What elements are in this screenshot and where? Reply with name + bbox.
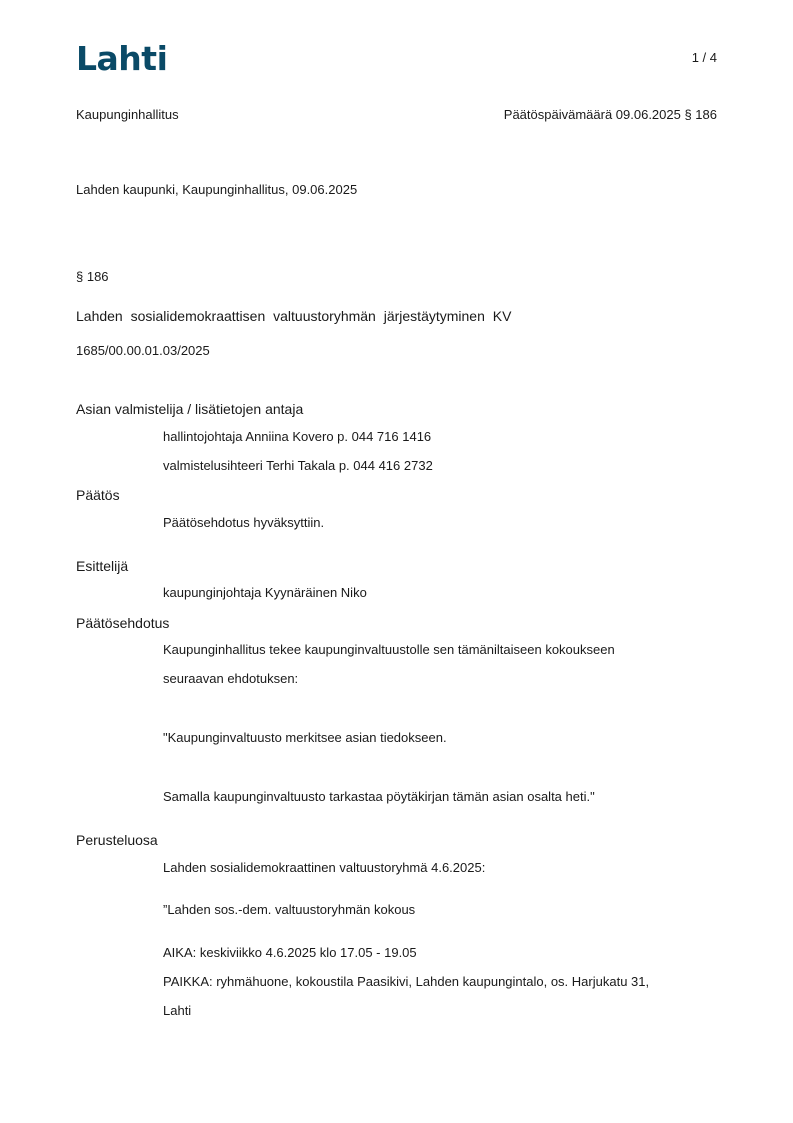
section-number: § 186: [76, 269, 109, 284]
rationale-meeting-title: ”Lahden sos.-dem. valtuustoryhmän kokous: [163, 902, 416, 917]
meeting-line: Lahden kaupunki, Kaupunginhallitus, 09.06.2025: [76, 182, 358, 197]
rationale-time: AIKA: keskiviikko 4.6.2025 klo 17.05 - 19.05: [163, 945, 417, 960]
decision-text: Päätösehdotus hyväksyttiin.: [163, 515, 325, 530]
rationale-place-2: Lahti: [163, 1003, 192, 1018]
record-id: 1685/00.00.01.03/2025: [76, 343, 210, 358]
rationale-place-1: PAIKKA: ryhmähuone, kokoustila Paasikivi, Lahden kaupungintalo, os. Harjukatu 31,: [163, 974, 650, 989]
presenter-text: kaupunginjohtaja Kyynäräinen Niko: [163, 585, 367, 600]
proposal-quote-2: Samalla kaupunginvaltuusto tarkastaa pöytäkirjan tämän asian osalta heti.": [163, 789, 595, 804]
proposal-line-2: seuraavan ehdotuksen:: [163, 671, 299, 686]
preparer-line-2: valmistelusihteeri Terhi Takala p. 044 416 2732: [163, 458, 433, 473]
page-number: 1 / 4: [691, 50, 717, 65]
decision-heading: Päätös: [76, 487, 120, 503]
document-title: Lahden sosialidemokraattisen valtuustoryhmän järjestäytyminen KV: [76, 308, 512, 324]
presenter-heading: Esittelijä: [76, 558, 129, 574]
proposal-heading: Päätösehdotus: [76, 615, 170, 631]
header-organ: Kaupunginhallitus: [76, 107, 179, 122]
proposal-line-1: Kaupunginhallitus tekee kaupunginvaltuustolle sen tämäniltaiseen kokoukseen: [163, 642, 615, 657]
header-decision-date: Päätöspäivämäärä 09.06.2025 § 186: [503, 107, 717, 122]
preparer-line-1: hallintojohtaja Anniina Kovero p. 044 716 1416: [163, 429, 432, 444]
rationale-heading: Perusteluosa: [76, 832, 158, 848]
lahti-logo: Lahti: [76, 39, 168, 78]
rationale-intro: Lahden sosialidemokraattinen valtuustoryhmä 4.6.2025:: [163, 860, 486, 875]
preparer-heading: Asian valmistelija / lisätietojen antaja: [76, 401, 304, 417]
proposal-quote-1: "Kaupunginvaltuusto merkitsee asian tiedokseen.: [163, 730, 447, 745]
